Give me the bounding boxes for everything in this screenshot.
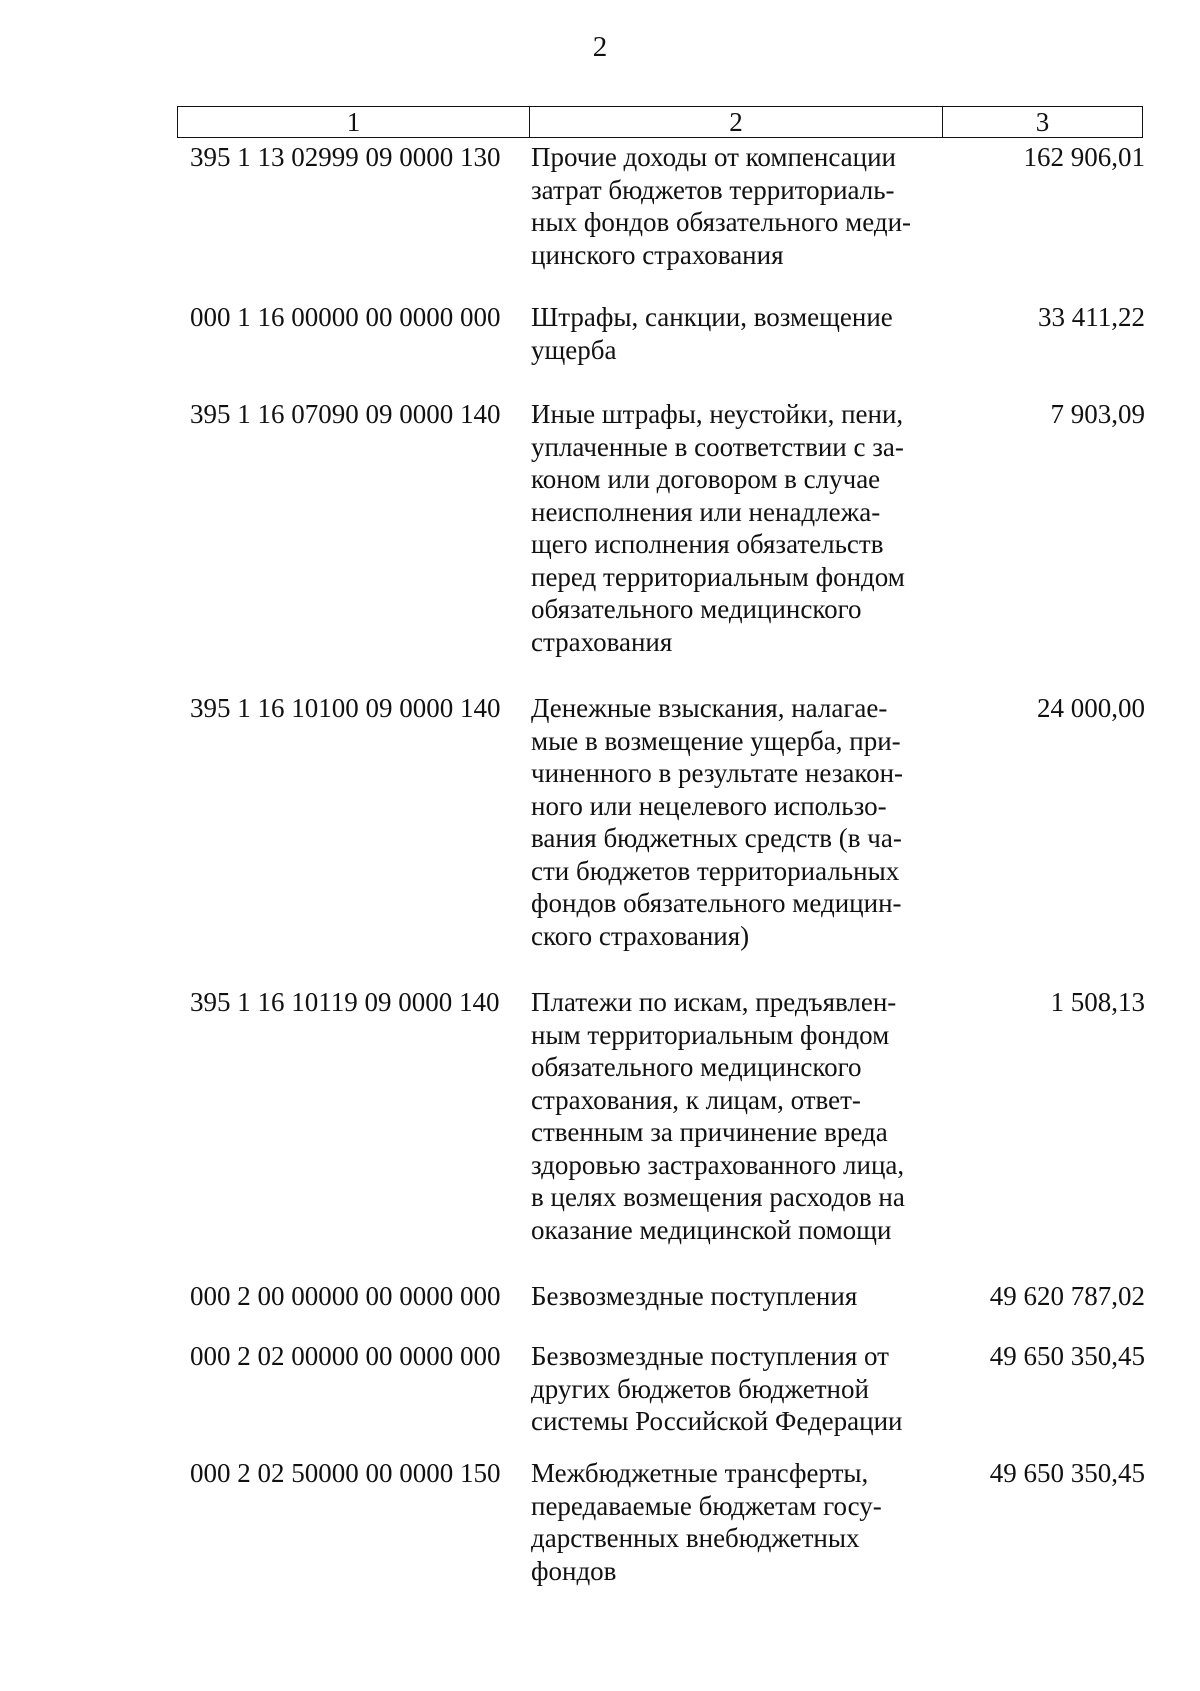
row-description: Безвозмездные поступления от других бюджетов бюджетной системы Российской Федерации [531, 1341, 903, 1436]
header-col-2: 2 [530, 107, 943, 137]
row-description: Денежные взыскания, налагае- мые в возмещение ущерба, при- чиненного в результате незакон- ного или нецелевого использо- вания бюджетных средств (в ча- сти бюджетов территориальных фондов обязательного медицин- ского страхования) [531, 693, 904, 951]
page-number: 2 [592, 31, 608, 63]
row-amount: 49 650 350,45 [989, 1458, 1145, 1488]
row-code: 000 1 16 00000 00 0000 000 [190, 302, 501, 332]
row-code: 395 1 16 10119 09 0000 140 [190, 987, 500, 1017]
row-amount: 49 620 787,02 [989, 1281, 1145, 1311]
row-code: 395 1 13 02999 09 0000 130 [190, 142, 501, 172]
row-amount: 1 508,13 [1050, 987, 1145, 1017]
row-code: 000 2 02 00000 00 0000 000 [190, 1341, 501, 1371]
header-col-1: 1 [178, 107, 530, 137]
row-description: Безвозмездные поступления [531, 1281, 858, 1311]
row-description: Межбюджетные трансферты, передаваемые бюджетам госу- дарственных внебюджетных фондов [531, 1458, 882, 1586]
row-amount: 7 903,09 [1050, 399, 1145, 429]
row-amount: 49 650 350,45 [989, 1341, 1145, 1371]
header-col-3: 3 [1035, 107, 1050, 137]
row-code: 395 1 16 10100 09 0000 140 [190, 693, 501, 723]
row-description: Иные штрафы, неустойки, пени, уплаченные в соответствии с за- коном или договором в случае неисполнения или ненадлежа- щего исполнения обязательств перед территориальным фондом обязательного медицинского страхования [531, 399, 905, 657]
row-description: Прочие доходы от компенсации затрат бюджетов территориаль- ных фондов обязательного меди- цинского страхования [531, 142, 912, 270]
row-amount: 162 906,01 [1023, 142, 1145, 172]
row-amount: 24 000,00 [1037, 693, 1145, 723]
row-code: 000 2 02 50000 00 0000 150 [190, 1458, 501, 1488]
row-amount: 33 411,22 [1038, 302, 1145, 332]
table-header [177, 106, 1143, 138]
row-description: Штрафы, санкции, возмещение ущерба [531, 302, 893, 365]
row-code: 000 2 00 00000 00 0000 000 [190, 1281, 501, 1311]
row-code: 395 1 16 07090 09 0000 140 [190, 399, 501, 429]
row-description: Платежи по искам, предъявлен- ным территориальным фондом обязательного медицинского страхования, к лицам, ответ- ственным за причинение вреда здоровью застрахованного лица, в целях возмещения расходов на оказание медицинской помощи [531, 987, 905, 1245]
